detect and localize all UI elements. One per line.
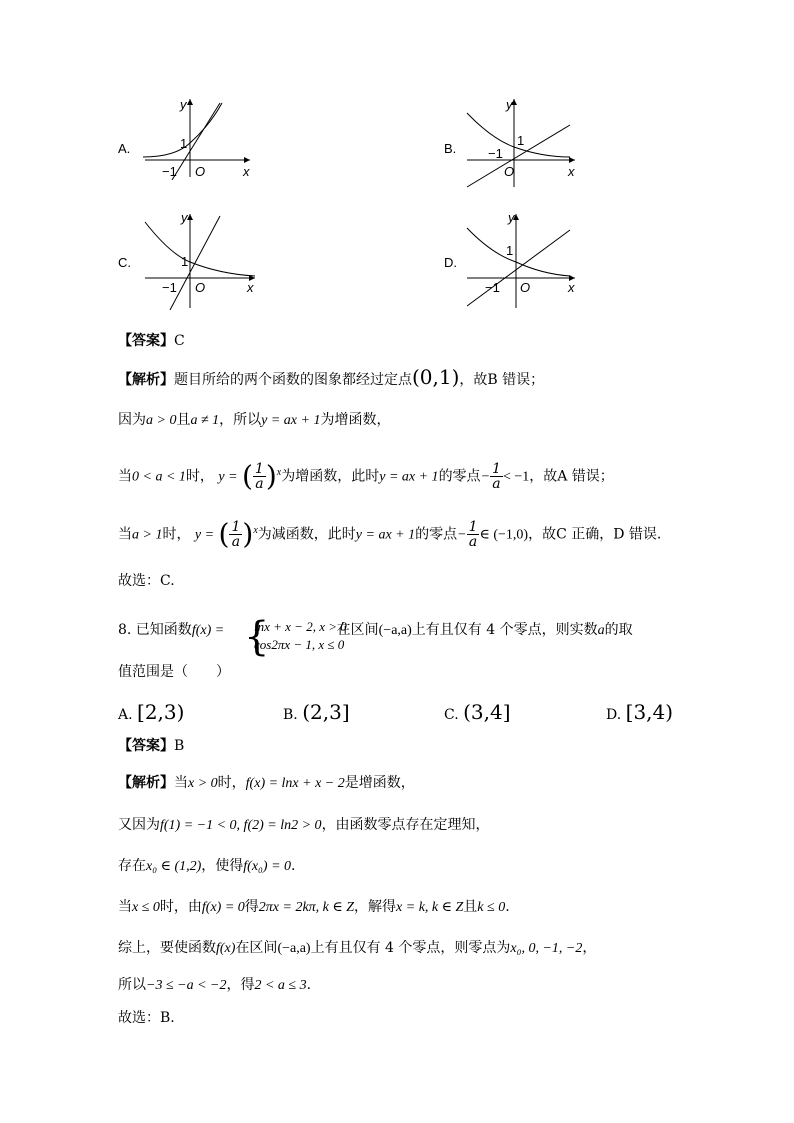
graph-b-x-label: x bbox=[568, 164, 575, 179]
graph-d-origin-label: O bbox=[520, 280, 531, 295]
option-value: (2,3] bbox=[302, 700, 350, 724]
analysis-8-line-7 bbox=[118, 1008, 175, 1028]
math-expr: y = ax + 1 bbox=[379, 469, 439, 485]
graph-a-y-arrow bbox=[187, 99, 193, 105]
math-expr: − bbox=[480, 469, 491, 485]
analysis-7-text: 题目所给的两个函数的图象都经过定点 bbox=[174, 372, 412, 388]
math-expr: y = ax + 1 bbox=[261, 413, 321, 428]
option-a[interactable] bbox=[118, 700, 184, 724]
math-expr: − bbox=[457, 527, 467, 543]
graph-a-x-label: x bbox=[243, 164, 250, 179]
math-expr: 2πx = 2kπ, k ∈ Z bbox=[258, 900, 355, 915]
graph-a-x-arrow bbox=[244, 157, 250, 163]
option-d[interactable] bbox=[606, 700, 673, 724]
graph-d-line bbox=[467, 230, 570, 306]
graph-d-neg-one-label: −1 bbox=[485, 280, 500, 295]
graph-c-svg bbox=[140, 210, 260, 310]
question-text: 8. 已知函数 bbox=[118, 622, 192, 638]
graph-a-label: A. bbox=[118, 141, 131, 156]
math-expr: y = bbox=[194, 527, 215, 543]
graph-c-one-label: 1 bbox=[181, 254, 189, 269]
analysis-text: ，解得 bbox=[354, 899, 397, 915]
analysis-text: 得 bbox=[244, 899, 259, 915]
math-expr: a > 0 bbox=[146, 413, 177, 428]
fraction bbox=[467, 520, 480, 549]
paren: ( bbox=[241, 459, 253, 493]
option-value: [3,4) bbox=[625, 700, 674, 724]
answer-7 bbox=[118, 331, 185, 351]
option-label: B. bbox=[283, 707, 298, 723]
graph-c-origin-label: O bbox=[195, 280, 206, 295]
option-value: (3,4] bbox=[463, 700, 511, 724]
graph-a-y-label: y bbox=[180, 97, 187, 112]
graph-a-neg-one-label: −1 bbox=[162, 164, 177, 179]
frac-den: a bbox=[468, 534, 478, 551]
analysis-8-line-4 bbox=[118, 897, 510, 918]
analysis-text: ，故C 正确，D 错误. bbox=[528, 526, 662, 543]
analysis-7-tag: 【解析】 bbox=[118, 372, 174, 388]
graph-d-y-label: y bbox=[508, 210, 515, 225]
fixed-point: (0,1) bbox=[412, 365, 460, 389]
analysis-text: ，所以 bbox=[219, 412, 262, 428]
analysis-7-line-4 bbox=[118, 513, 661, 554]
analysis-text: 为减函数，此时 bbox=[257, 526, 356, 543]
math-expr: x₀ ∈ (1,2) bbox=[146, 859, 202, 874]
math-expr: a ≠ 1 bbox=[190, 413, 220, 428]
option-value: [2,3) bbox=[137, 700, 185, 724]
analysis-8-line-6 bbox=[118, 975, 311, 996]
analysis-text: 时， bbox=[162, 526, 191, 543]
math-expr: y = bbox=[218, 469, 238, 485]
graph-d-svg bbox=[462, 210, 580, 310]
math-expr: f(x) = bbox=[191, 623, 225, 638]
math-expr: k ≤ 0 bbox=[477, 900, 506, 915]
graph-c-line bbox=[170, 216, 220, 310]
option-label: D. bbox=[606, 707, 622, 723]
math-expr: < −1 bbox=[502, 469, 530, 485]
analysis-text: ，使得 bbox=[201, 858, 244, 874]
piecewise-case-1: lnx + x − 2, x > 0 bbox=[254, 619, 347, 634]
frac-den: a bbox=[255, 476, 264, 493]
analysis-8-line-3 bbox=[118, 856, 295, 877]
analysis-text: 综上，要使函数 bbox=[118, 940, 216, 956]
piecewise-brace: { bbox=[244, 614, 270, 660]
graph-b-neg-one-label: −1 bbox=[488, 146, 503, 161]
math-expr: x ≤ 0 bbox=[132, 900, 160, 915]
analysis-7-line-1 bbox=[118, 367, 544, 390]
graph-d-x-label: x bbox=[568, 280, 575, 295]
analysis-text: ， bbox=[582, 940, 597, 956]
math-expr: x > 0 bbox=[188, 776, 218, 791]
question-text: 上有且仅有 4 个零点，则实数 bbox=[411, 622, 598, 638]
analysis-text: 为增函数，此时 bbox=[281, 468, 380, 485]
analysis-7-text: ，故B 错误； bbox=[459, 372, 545, 388]
frac-num: 1 bbox=[468, 519, 478, 536]
graph-b-label: B. bbox=[444, 141, 457, 156]
answer-8 bbox=[118, 736, 184, 756]
math-expr: −3 ≤ −a < −2 bbox=[146, 978, 227, 993]
analysis-text: 当 bbox=[118, 899, 132, 915]
analysis-text: ，故A 错误； bbox=[529, 468, 614, 485]
analysis-text: 且 bbox=[176, 412, 191, 428]
analysis-8-tag: 【解析】 bbox=[118, 775, 174, 791]
graph-c-label: C. bbox=[118, 255, 131, 270]
frac-num: 1 bbox=[254, 461, 264, 478]
math-expr: a bbox=[597, 623, 605, 638]
analysis-7-line-2 bbox=[118, 410, 390, 431]
question-text: 值范围是（ ） bbox=[118, 664, 230, 680]
analysis-text: 又因为 bbox=[118, 817, 160, 833]
answer-8-value: B bbox=[174, 738, 185, 754]
analysis-7-line-5 bbox=[118, 571, 175, 591]
graph-d-label: D. bbox=[444, 255, 457, 270]
graph-c-neg-one-label: −1 bbox=[162, 280, 177, 295]
analysis-text: . bbox=[306, 977, 312, 993]
math-expr: x₀, 0, −1, −2 bbox=[510, 941, 583, 956]
graph-a-origin-label: O bbox=[195, 164, 206, 179]
analysis-text: 存在 bbox=[118, 858, 146, 874]
graph-b-one-label: 1 bbox=[517, 133, 525, 148]
analysis-text: 所以 bbox=[118, 977, 146, 993]
answer-7-value: C bbox=[174, 333, 185, 349]
question-text: 的取 bbox=[604, 622, 633, 638]
analysis-text: 上有且仅有 4 个零点，则零点为 bbox=[310, 940, 511, 956]
analysis-text: . bbox=[291, 858, 296, 874]
graph-c-x-label: x bbox=[247, 280, 254, 295]
graph-b-y-label: y bbox=[506, 97, 513, 112]
graph-c-exp-curve bbox=[145, 222, 255, 276]
math-expr: f(1) = −1 < 0, f(2) = ln2 > 0 bbox=[160, 818, 322, 833]
math-expr: (−a,a) bbox=[277, 941, 311, 956]
option-label: C. bbox=[444, 707, 459, 723]
analysis-text: ，得 bbox=[226, 977, 255, 993]
answer-8-tag: 【答案】 bbox=[118, 738, 174, 754]
frac-den: a bbox=[492, 476, 501, 493]
graph-d-exp-curve bbox=[467, 228, 570, 276]
analysis-text: 在区间 bbox=[235, 940, 278, 956]
analysis-text: 故选：B. bbox=[118, 1010, 175, 1026]
frac-num: 1 bbox=[231, 519, 241, 536]
analysis-text: 因为 bbox=[118, 412, 146, 428]
option-b[interactable] bbox=[283, 700, 350, 724]
paren: ) bbox=[265, 459, 277, 493]
exponent: x bbox=[276, 467, 282, 478]
math-expr: ∈ (−1,0) bbox=[479, 527, 529, 543]
math-expr: 0 < a < 1 bbox=[132, 469, 186, 485]
question-8-stem-cont bbox=[118, 662, 230, 682]
math-expr: (−a,a) bbox=[378, 623, 412, 638]
analysis-8-line-1 bbox=[118, 773, 415, 794]
graph-d-one-label: 1 bbox=[506, 243, 514, 258]
graph-c-y-label: y bbox=[181, 210, 188, 225]
analysis-text: 当 bbox=[174, 775, 188, 791]
analysis-text: ，由函数零点存在定理知， bbox=[321, 817, 490, 833]
analysis-text: 当 bbox=[118, 468, 132, 485]
math-expr: f(x₀) = 0 bbox=[243, 859, 292, 874]
analysis-text: 故选：C. bbox=[118, 573, 175, 589]
analysis-8-line-5 bbox=[118, 938, 596, 959]
analysis-text: 时，由 bbox=[159, 899, 202, 915]
analysis-text: 是增函数， bbox=[344, 775, 415, 791]
fraction bbox=[253, 462, 266, 491]
analysis-text: . bbox=[505, 899, 510, 915]
math-expr: a > 1 bbox=[132, 527, 163, 543]
analysis-text: 为增函数， bbox=[320, 412, 391, 428]
frac-den: a bbox=[231, 534, 241, 551]
fraction bbox=[229, 520, 242, 549]
analysis-text: 时， bbox=[185, 468, 214, 485]
math-expr: x = k, k ∈ Z bbox=[396, 900, 464, 915]
math-expr: f(x) = lnx + x − 2 bbox=[245, 776, 345, 791]
analysis-text: 时， bbox=[217, 775, 246, 791]
paren: ) bbox=[242, 517, 254, 551]
analysis-text: 的零点 bbox=[415, 526, 458, 543]
piecewise-case-2: cos2πx − 1, x ≤ 0 bbox=[254, 637, 345, 652]
option-c[interactable] bbox=[444, 700, 511, 724]
graph-b-origin-label: O bbox=[504, 164, 515, 179]
option-label: A. bbox=[118, 707, 133, 723]
analysis-text: 当 bbox=[118, 526, 132, 543]
analysis-text: 的零点 bbox=[438, 468, 481, 485]
analysis-text: 且 bbox=[463, 899, 478, 915]
graph-b-x-arrow bbox=[569, 157, 575, 163]
exponent: x bbox=[253, 525, 258, 536]
math-expr: 2 < a ≤ 3 bbox=[254, 978, 307, 993]
frac-num: 1 bbox=[492, 461, 501, 478]
answer-7-tag: 【答案】 bbox=[118, 333, 174, 349]
math-expr: f(x) bbox=[216, 941, 236, 956]
math-expr: y = ax + 1 bbox=[355, 527, 416, 543]
paren: ( bbox=[218, 517, 230, 551]
analysis-8-line-2 bbox=[118, 815, 490, 836]
piecewise-cases bbox=[254, 618, 347, 654]
question-text: 在区间 bbox=[336, 622, 379, 638]
fraction bbox=[490, 462, 503, 491]
graph-a-one-label: 1 bbox=[180, 136, 188, 151]
analysis-7-line-3 bbox=[118, 455, 614, 496]
question-8-stem bbox=[118, 618, 633, 643]
math-expr: f(x) = 0 bbox=[201, 900, 245, 915]
